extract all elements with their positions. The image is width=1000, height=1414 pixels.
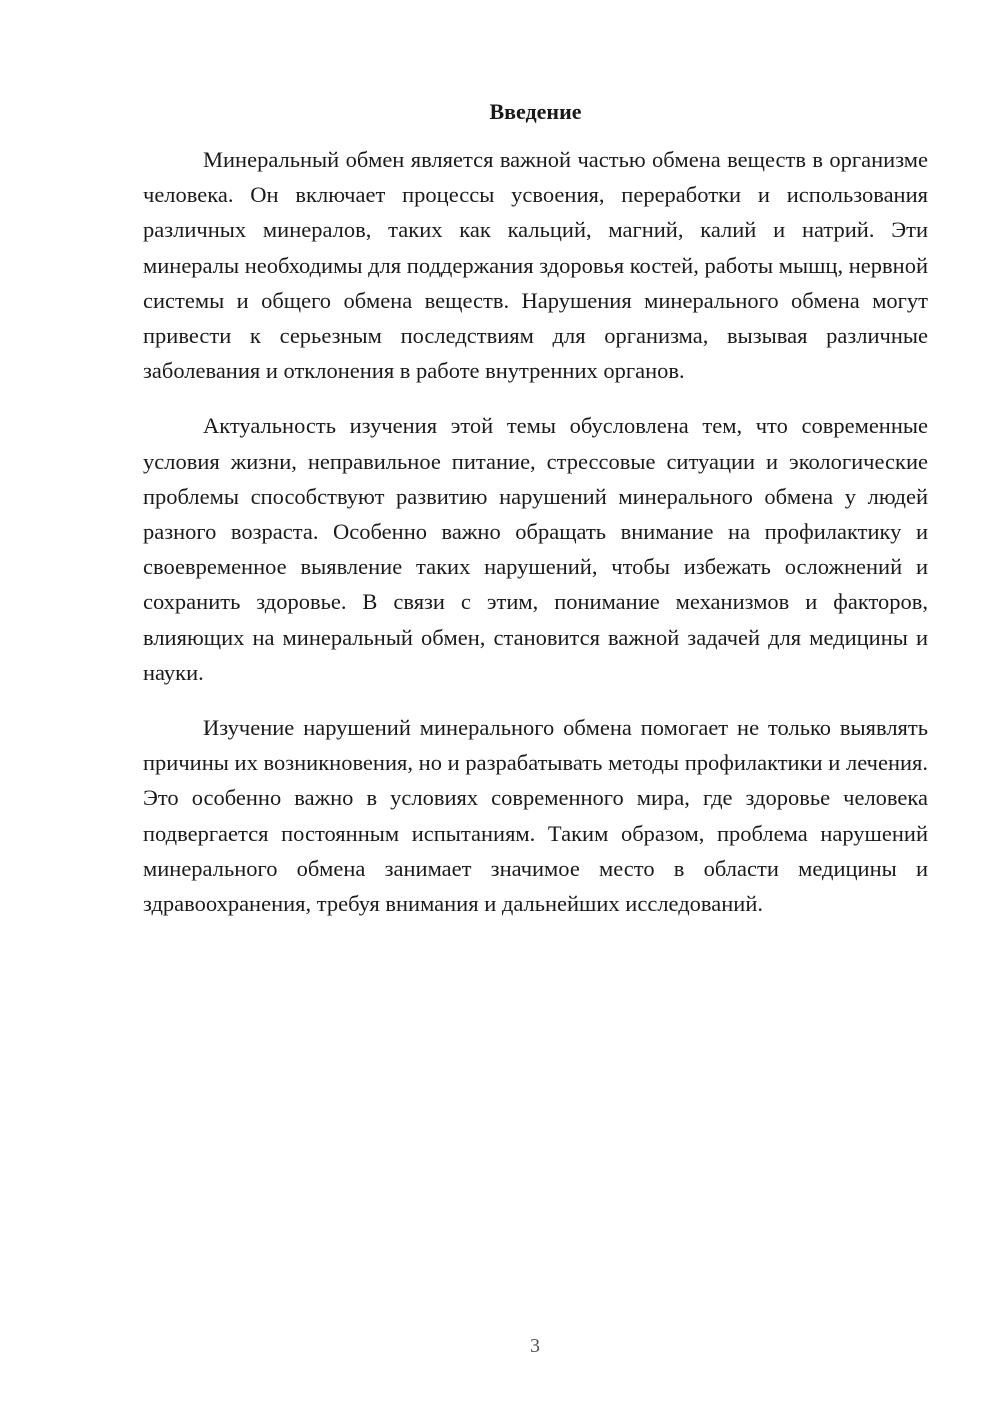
page-title: Введение: [489, 99, 582, 124]
paragraph-relevance: Актуальность изучения этой темы обусловлена тем, что современные условия жизни, неправильное питание, стрессовые ситуации и экологические проблемы способствуют развитию нарушений минерального обмена у людей разного возраста. Особенно важно обращать внимание на профилактику и своевременное выявление таких нарушений, чтобы избежать осложнений и сохранить здоровье. В связи с этим, понимание механизмов и факторов, влияющих на минеральный обмен, становится важной задачей для медицины и науки.: [143, 413, 928, 685]
paragraph-introduction: Минеральный обмен является важной частью обмена веществ в организме человека. Он включает процессы усвоения, переработки и использования различных минералов, таких как кальций, магний, калий и натрий. Эти минералы необходимы для поддержания здоровья костей, работы мышц, нервной системы и общего обмена веществ. Нарушения минерального обмена могут привести к серьезным последствиям для организма, вызывая различные заболевания и отклонения в работе внутренних органов.: [143, 147, 928, 384]
paragraph-conclusion: Изучение нарушений минерального обмена помогает не только выявлять причины их возникновения, но и разрабатывать методы профилактики и лечения. Это особенно важно в условиях современного мира, где здоровье человека подвергается постоянным испытаниям. Таким образом, проблема нарушений минерального обмена занимает значимое место в области медицины и здравоохранения, требуя внимания и дальнейших исследований.: [143, 715, 928, 917]
document-body: [143, 142, 928, 941]
page-number: 3: [530, 1335, 540, 1357]
